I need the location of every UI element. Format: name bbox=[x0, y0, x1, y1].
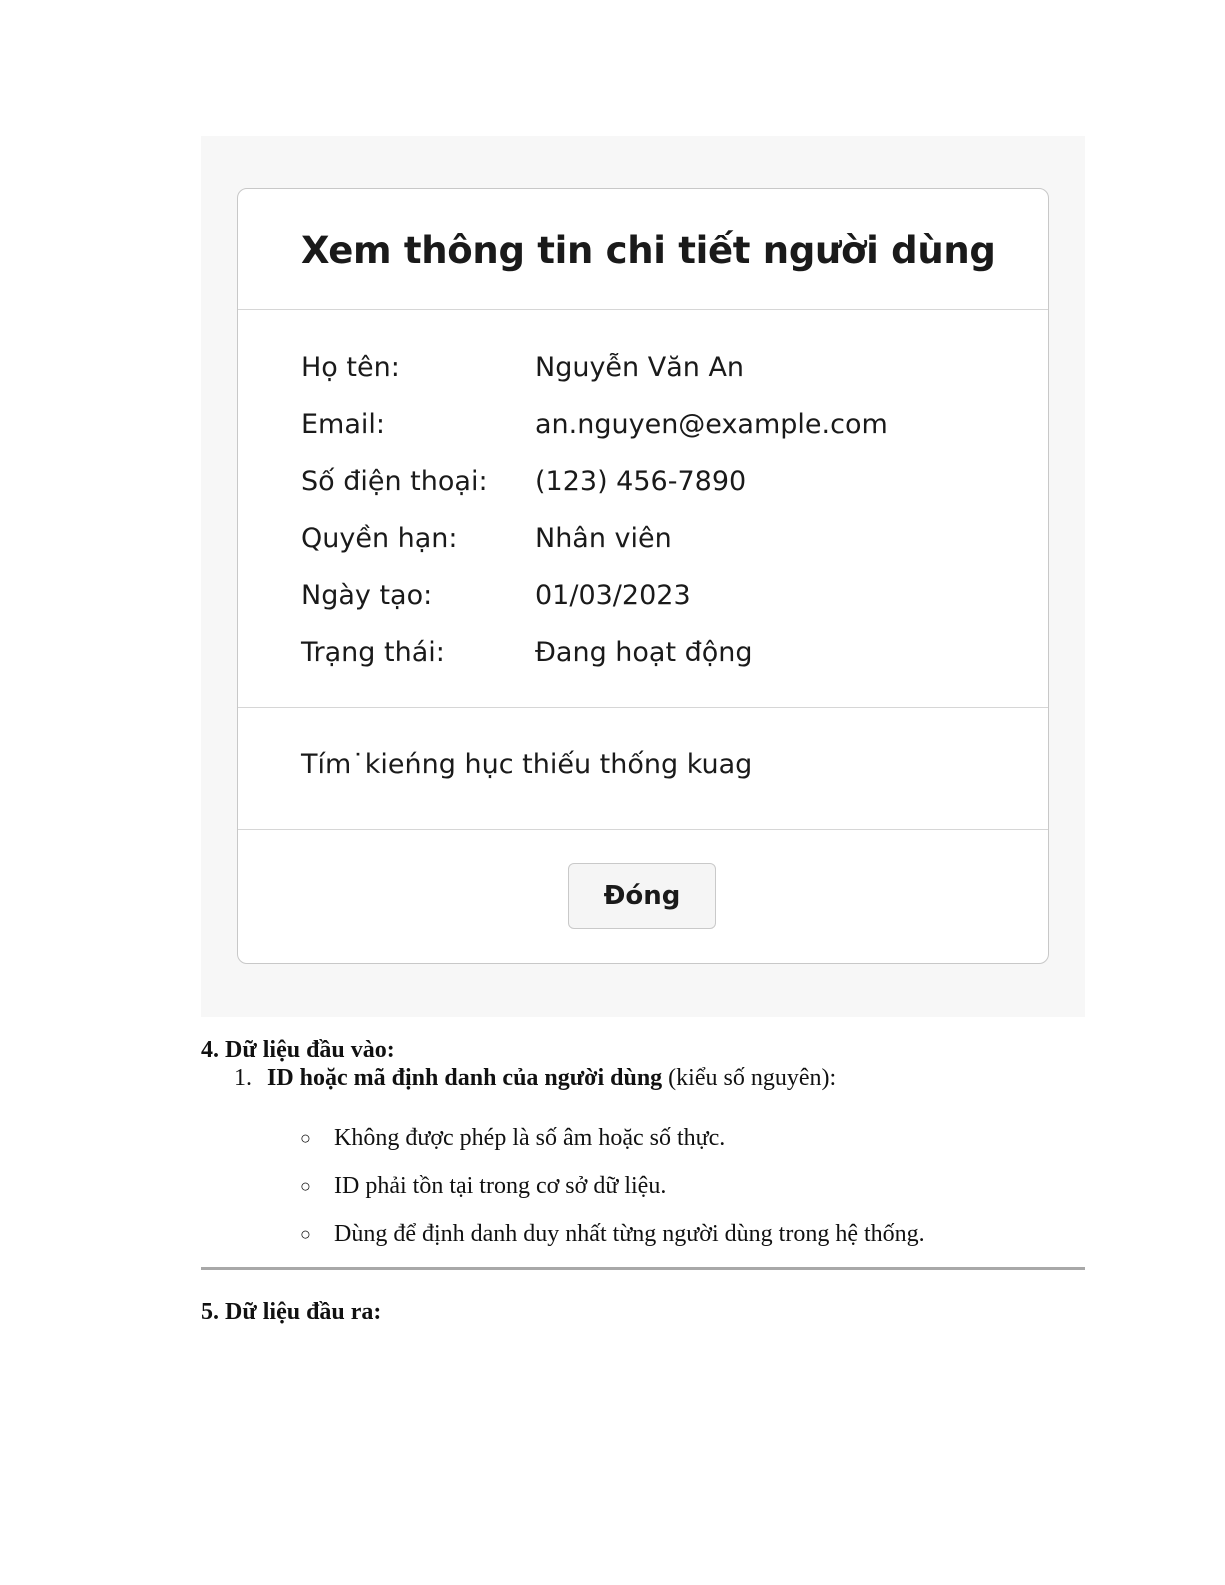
field-value: Nhân viên bbox=[535, 523, 672, 554]
field-value: Đang hoạt động bbox=[535, 637, 753, 668]
bullet-icon: ○ bbox=[300, 1223, 311, 1244]
dialog-note: Tím˙kieńng hục thiếu thống kuag bbox=[301, 749, 753, 780]
document-body bbox=[201, 1037, 1085, 1325]
footer-divider bbox=[238, 829, 1048, 830]
bullet-icon: ○ bbox=[300, 1175, 311, 1196]
field-label: Trạng thái: bbox=[301, 637, 445, 668]
field-label: Số điện thoại: bbox=[301, 466, 488, 497]
header-divider bbox=[238, 309, 1048, 310]
item-number: 1. bbox=[234, 1065, 252, 1091]
input-constraints-list bbox=[300, 1114, 925, 1258]
item-title: ID hoặc mã định danh của người dùng bbox=[267, 1065, 663, 1091]
section-4-heading: 4. Dữ liệu đầu vào: bbox=[201, 1037, 395, 1063]
field-value: (123) 456-7890 bbox=[535, 466, 747, 497]
list-item-text: ID phải tồn tại trong cơ sở dữ liệu. bbox=[334, 1172, 667, 1199]
field-row-role bbox=[301, 510, 1008, 567]
field-row-created-date bbox=[301, 567, 1008, 624]
field-row-email bbox=[301, 396, 1008, 453]
list-item bbox=[300, 1210, 925, 1258]
field-value: an.nguyen@example.com bbox=[535, 409, 888, 440]
list-item-text: Dùng để định danh duy nhất từng người dùng trong hệ thống. bbox=[334, 1220, 925, 1247]
section-5-heading: 5. Dữ liệu đầu ra: bbox=[201, 1299, 382, 1325]
field-label: Quyền hạn: bbox=[301, 523, 458, 554]
field-label: Họ tên: bbox=[301, 352, 400, 383]
bullet-icon: ○ bbox=[300, 1127, 311, 1148]
field-row-phone bbox=[301, 453, 1008, 510]
dialog-mockup-image bbox=[201, 136, 1085, 1017]
field-row-full-name bbox=[301, 339, 1008, 396]
user-info-list bbox=[301, 339, 1008, 681]
item-type: (kiểu số nguyên): bbox=[662, 1065, 837, 1091]
list-item bbox=[300, 1162, 925, 1210]
field-value: Nguyễn Văn An bbox=[535, 352, 745, 383]
close-button[interactable]: Đóng bbox=[568, 863, 716, 929]
horizontal-rule bbox=[201, 1267, 1085, 1270]
field-value: 01/03/2023 bbox=[535, 580, 691, 611]
list-item-text: Không được phép là số âm hoặc số thực. bbox=[334, 1124, 726, 1151]
field-label: Email: bbox=[301, 409, 386, 440]
user-detail-dialog bbox=[237, 188, 1049, 964]
section-divider bbox=[238, 707, 1048, 708]
field-label: Ngày tạo: bbox=[301, 580, 433, 611]
list-item bbox=[300, 1114, 925, 1162]
dialog-title: Xem thông tin chi tiết người dùng bbox=[301, 229, 996, 272]
input-item bbox=[234, 1065, 1074, 1092]
field-row-status bbox=[301, 624, 1008, 681]
